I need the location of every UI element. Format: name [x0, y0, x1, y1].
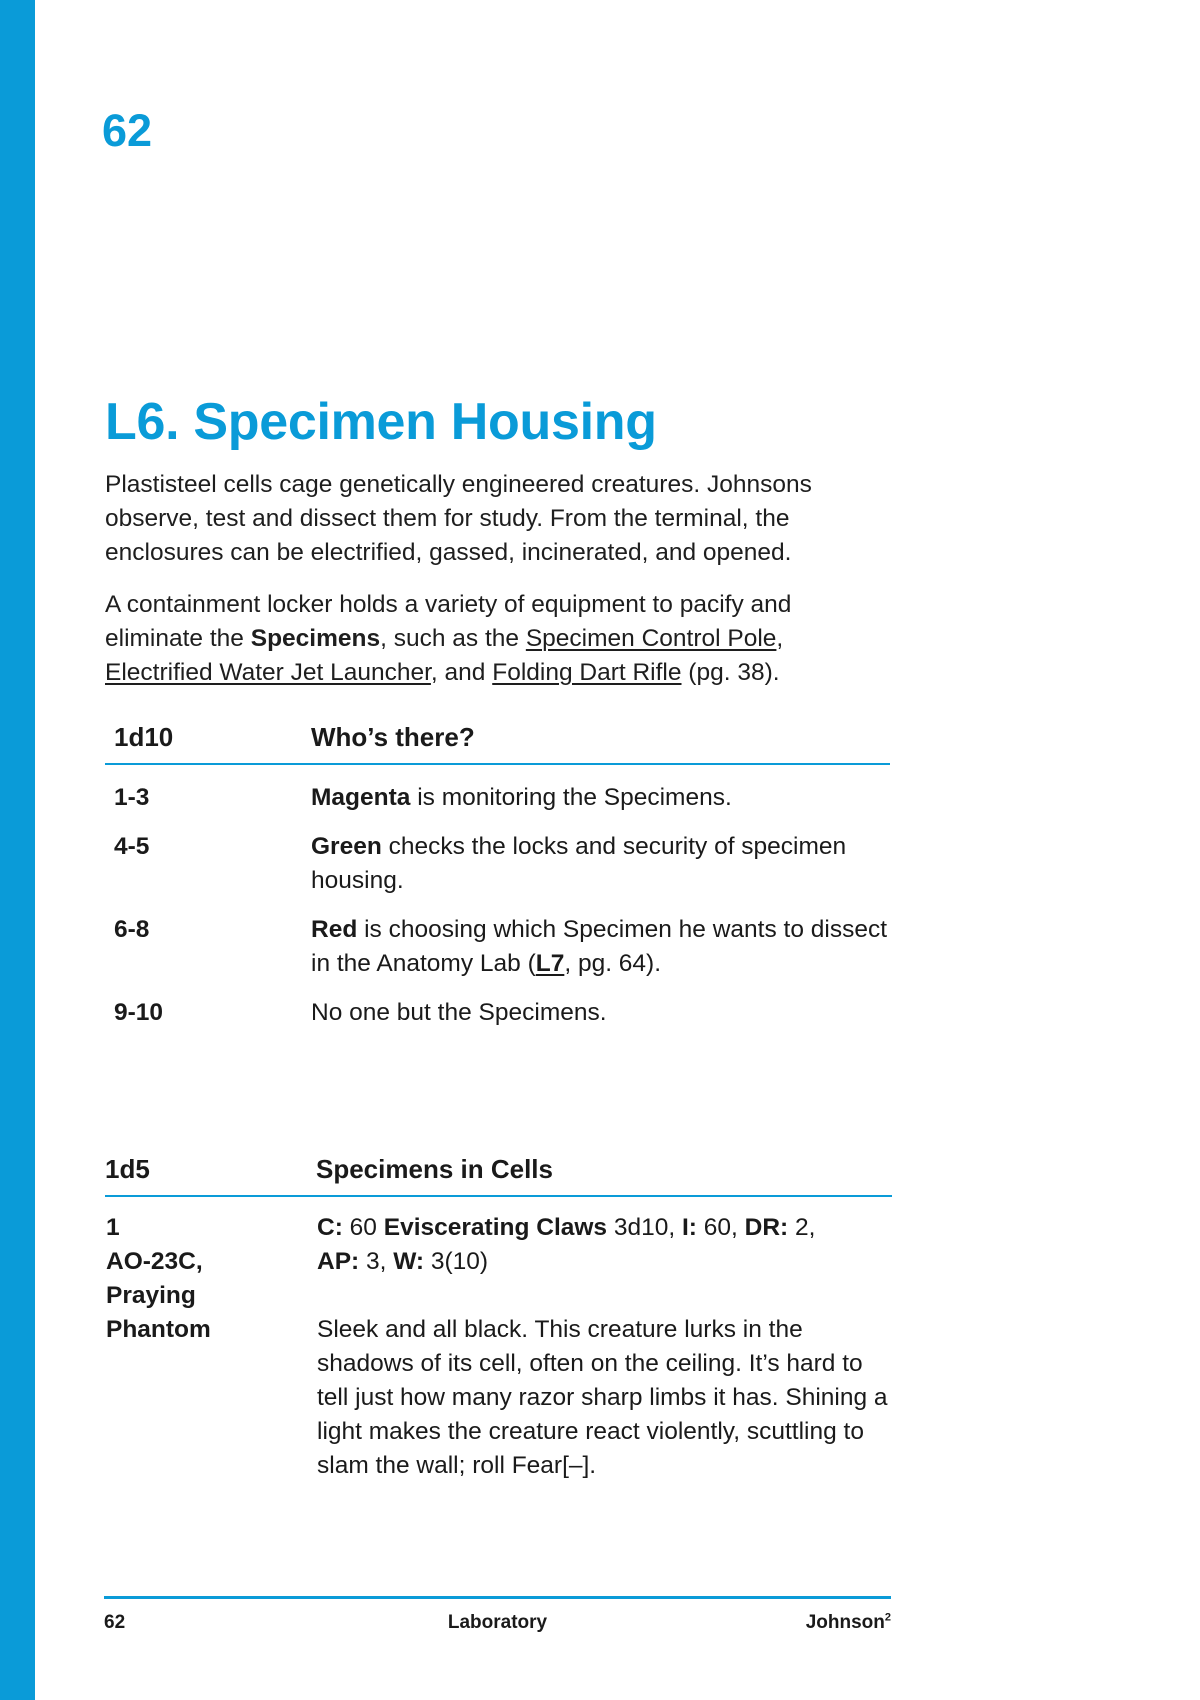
- table-row: [105, 1196, 892, 1484]
- die-header: 1d5: [105, 1154, 316, 1196]
- table-row: [105, 981, 890, 1030]
- stat-value: 3d10,: [607, 1214, 682, 1241]
- footer-divider: [104, 1596, 891, 1599]
- result-text: checks the locks and security of specimen housing.: [311, 832, 847, 894]
- result-text: is choosing which Specimen he wants to dissect in the Anatomy Lab (: [311, 915, 888, 977]
- footer-brand: [806, 1612, 891, 1634]
- page-number-header: 62: [102, 105, 153, 156]
- stat-value: 3,: [359, 1248, 394, 1275]
- specimen-name-line: AO-23C,: [106, 1248, 203, 1275]
- table-row: [105, 815, 890, 898]
- section-title: L6. Specimen Housing: [105, 393, 657, 451]
- stat-value: 60,: [696, 1214, 745, 1241]
- stat-value: 3(10): [424, 1248, 489, 1275]
- specimens-in-cells-table: [105, 1154, 892, 1484]
- footer-section-name: Laboratory: [447, 1612, 548, 1633]
- text-span: (pg. 38).: [681, 658, 780, 686]
- whos-there-table: [105, 712, 890, 1030]
- result-text: is monitoring the Specimens.: [410, 783, 732, 811]
- roll-range: 6-8: [114, 915, 150, 943]
- text-span: A containment locker holds a variety of equipment to pacify and eliminate the: [105, 590, 792, 652]
- roll-result: [311, 764, 890, 815]
- equipment-paragraph: [105, 588, 895, 690]
- result-text: No one but the Specimens.: [311, 998, 607, 1026]
- side-accent-bar: [0, 0, 35, 1700]
- roll-range: 4-5: [114, 832, 150, 860]
- footer-page-number: 62: [104, 1612, 126, 1633]
- link-l7[interactable]: L7: [535, 949, 565, 977]
- roll-number: 1: [106, 1214, 120, 1241]
- roll-result: [311, 815, 890, 898]
- stat-label: W:: [393, 1248, 425, 1275]
- link-folding-dart-rifle[interactable]: Folding Dart Rifle: [492, 658, 682, 686]
- roll-result: [311, 981, 890, 1030]
- specimen-name-line: Praying: [106, 1282, 196, 1309]
- table-title-header: Specimens in Cells: [316, 1154, 892, 1196]
- text-span: , and: [430, 658, 493, 686]
- npc-name: Red: [311, 915, 358, 943]
- stat-label: AP:: [317, 1248, 360, 1275]
- intro-paragraph: Plastisteel cells cage genetically engineered creatures. Johnsons observe, test and dissect them for study. From the terminal, the enclosures can be electrified, gassed, incinerated, and opened.: [105, 470, 812, 566]
- stat-label: I:: [682, 1214, 697, 1241]
- link-electrified-water-jet-launcher[interactable]: Electrified Water Jet Launcher: [105, 658, 431, 686]
- specimen-detail-cell: [316, 1196, 892, 1484]
- stat-label: DR:: [744, 1214, 789, 1241]
- npc-name: Magenta: [311, 783, 411, 811]
- table-row: [105, 898, 890, 981]
- specimen-id-cell: [105, 1196, 316, 1484]
- brand-superscript: 2: [884, 1611, 891, 1624]
- specimen-name-line: Phantom: [106, 1316, 211, 1343]
- result-text: , pg. 64).: [564, 949, 662, 977]
- specimen-description: Sleek and all black. This creature lurks in the shadows of its cell, often on the ceiling. It’s hard to tell just how many razor sharp limbs it has. Shining a light makes the creature react violently, scuttling to slam the wall; roll Fear[–].: [317, 1316, 888, 1479]
- table-title-header: Who’s there?: [311, 712, 890, 764]
- roll-range: 1-3: [114, 783, 150, 811]
- specimens-bold: Specimens: [250, 624, 381, 652]
- stat-block: [317, 1211, 891, 1279]
- table-row: [105, 764, 890, 815]
- main-content: [105, 395, 895, 1030]
- text-span: ,: [776, 624, 784, 652]
- page-footer: [104, 1612, 891, 1638]
- die-header: 1d10: [105, 712, 311, 764]
- stat-value: 2,: [788, 1214, 816, 1241]
- text-span: , such as the: [380, 624, 526, 652]
- stat-value: 60: [342, 1214, 384, 1241]
- npc-name: Green: [311, 832, 382, 860]
- roll-range: 9-10: [114, 998, 164, 1026]
- brand-text: Johnson: [805, 1612, 885, 1633]
- stat-label: C:: [317, 1214, 343, 1241]
- roll-result: [311, 898, 890, 981]
- attack-name: Eviscerating Claws: [383, 1214, 608, 1241]
- link-specimen-control-pole[interactable]: Specimen Control Pole: [525, 624, 777, 652]
